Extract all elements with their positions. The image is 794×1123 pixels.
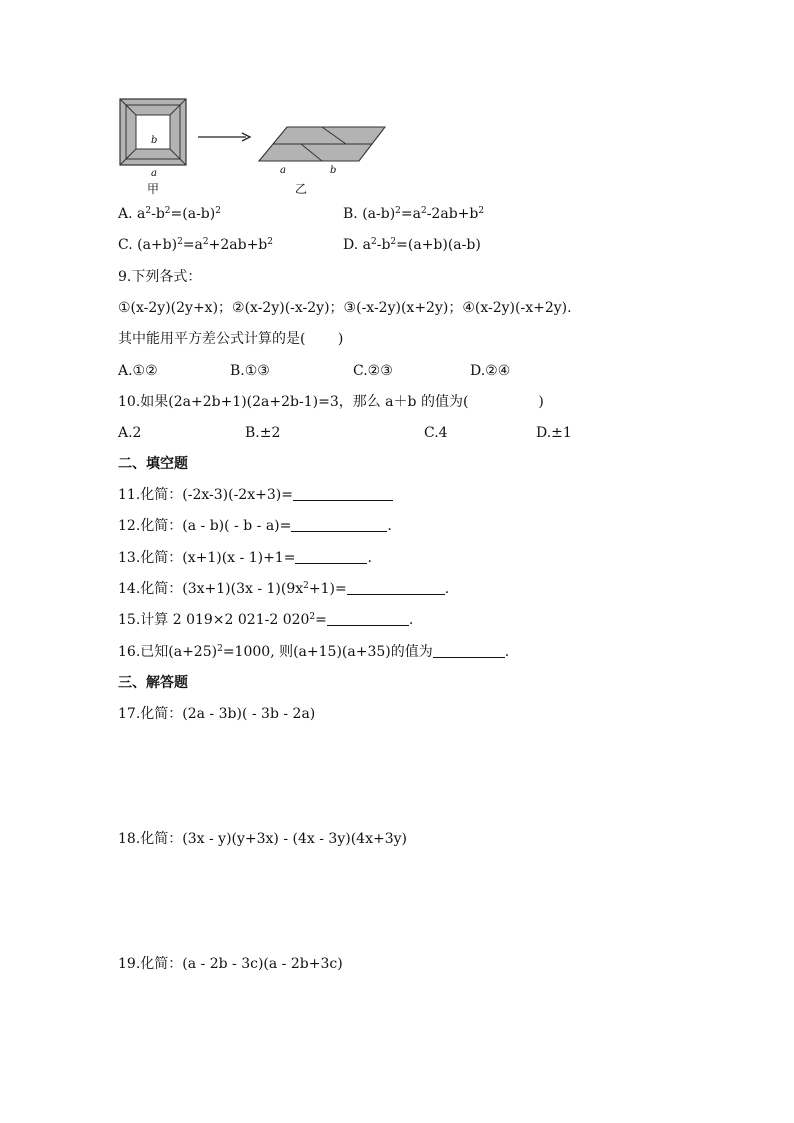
q19: 19.化简：(a - 2b - 3c)(a - 2b+3c) [118,956,343,972]
q8-option-a: A. $a^2-b^2=(a-b)^2$ [118,206,221,222]
q14 [118,579,449,599]
figure-jia-label-a: a [151,168,157,179]
q13-tail: . [367,550,372,566]
q12-text: 12.化简：(a - b)( - b - a)= [118,518,292,534]
q10-option-c: C.4 [424,425,448,441]
q17: 17.化简：(2a - 3b)( - 3b - 2a) [118,706,316,722]
q16-answer-blank[interactable] [433,643,505,658]
q15 [118,610,413,630]
q18: 18.化简：(3x - y)(y+3x) - (4x - 3y)(4x+3y) [118,831,407,847]
q15-answer-blank[interactable] [327,611,409,626]
q12-answer-blank[interactable] [291,517,387,532]
q9-stem: 9.下列各式： [118,269,202,285]
q8-option-b: B. $(a-b)^2=a^2-2ab+b^2$ [343,206,485,222]
q8-option-d: D. $a^2-b^2=(a+b)(a-b)$ [343,237,481,253]
figure-jia-caption: 甲 [147,182,160,196]
q13-answer-blank[interactable] [295,549,367,564]
figure-yi-label-a: a [280,165,286,176]
figure-yi [256,124,390,166]
transform-arrow [196,130,254,144]
section-solve-title: 三、解答题 [118,675,188,691]
q11-text: 11.化简：(-2x-3)(-2x+3)= [118,487,293,503]
figure-yi-caption: 乙 [295,182,308,196]
section-fill-in-title: 二、填空题 [118,456,188,472]
q13-text: 13.化简：(x+1)(x - 1)+1= [118,550,296,566]
q16 [118,642,509,662]
q16-text: 16.已知$(a+25)^2=1000$, 则(a+15)(a+35)的值为 [118,644,433,660]
figure-yi-label-b: b [330,165,337,176]
q10-stem: 10.如果(2a+2b+1)(2a+2b-1)=3，那么 a＋b 的值为( ) [118,394,544,410]
q8-option-c: C. $(a+b)^2=a^2+2ab+b^2$ [118,237,273,253]
q10-option-a: A.2 [118,425,142,441]
q12-tail: . [387,518,392,534]
q9-option-c: C.②③ [353,363,393,379]
q14-text: 14.化简：$(3x+1)(3x - 1)(9x^2+1)=$ [118,581,347,597]
q12 [118,516,392,536]
q13 [118,548,372,568]
q9-option-b: B.①③ [230,363,270,379]
q15-tail: . [408,612,414,628]
q11 [118,485,393,505]
q11-answer-blank[interactable] [293,486,393,501]
q10-option-b: B.±2 [245,425,281,441]
figure-jia-label-b: b [151,135,158,146]
q9-items: ①(x-2y)(2y+x)；②(x-2y)(-x-2y)；③(-x-2y)(x+2y)；④(x-2y)(-x+2y). [118,300,572,316]
q10-option-d: D.±1 [536,425,572,441]
q15-text: 15.计算 2 019×2 021-2 $020^2=$ [118,612,327,628]
figure-jia [118,97,190,169]
q14-tail: . [444,581,450,597]
q9-question: 其中能用平方差公式计算的是( ) [118,331,344,347]
q16-tail: . [504,644,510,660]
q14-answer-blank[interactable] [347,580,445,595]
q9-option-a: A.①② [118,363,158,379]
q9-option-d: D.②④ [470,363,511,379]
